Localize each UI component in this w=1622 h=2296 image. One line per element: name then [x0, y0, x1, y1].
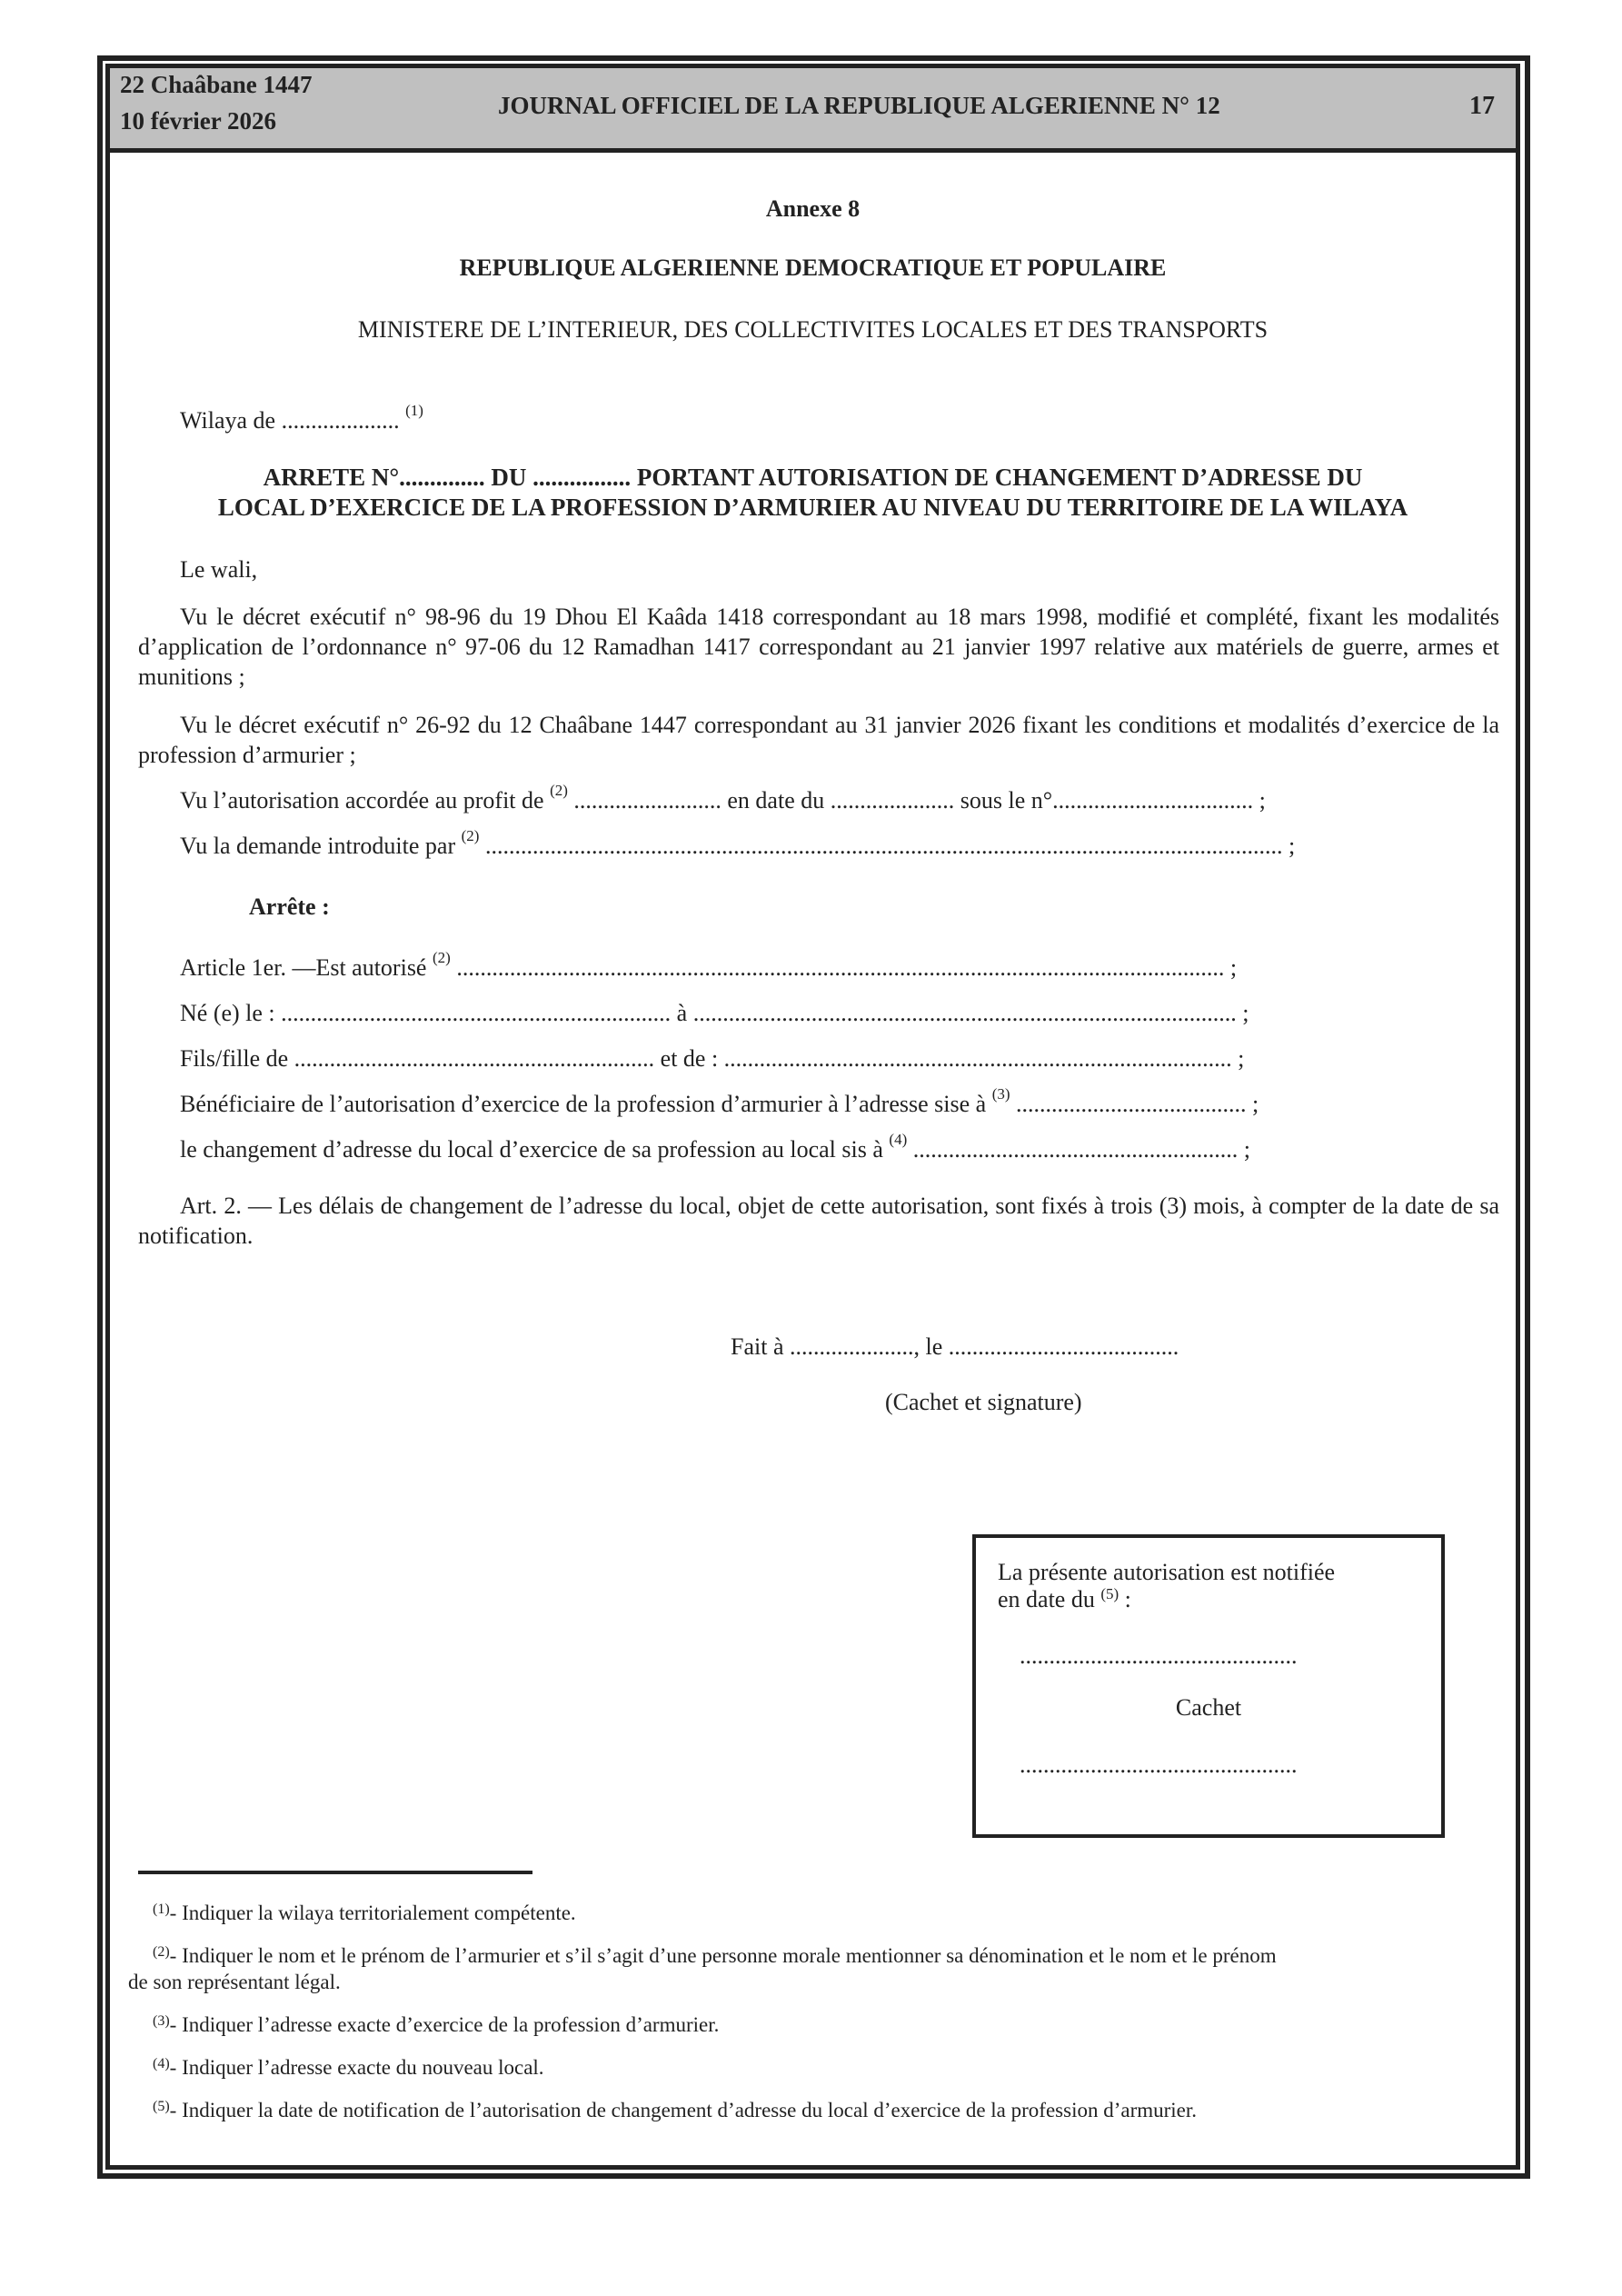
- notification-text-line-1: La présente autorisation est notifiée: [998, 1559, 1336, 1585]
- arrete-title-line-1: ARRETE N°.............. DU ................ PORTANT AUTORISATION DE CHANGEMENT D’ADRESSE DU: [263, 464, 1363, 491]
- footnote-number: (1): [153, 1902, 170, 1917]
- footnote-number: (4): [153, 2056, 170, 2071]
- le-wali: Le wali,: [180, 556, 258, 583]
- vu-demande-line: [180, 827, 1296, 860]
- footnote-separator: [138, 1871, 532, 1874]
- footnote-number: (5): [153, 2099, 170, 2114]
- changement-blanks: ....................................................... ;: [907, 1136, 1250, 1163]
- footnote-1: [153, 1900, 576, 1926]
- header-page-number: 17: [1469, 92, 1495, 120]
- footnote-2-continuation: de son représentant légal.: [128, 1971, 341, 1993]
- vu-decree-26-92: Vu le décret exécutif n° 26-92 du 12 Chaâbane 1447 correspondant au 31 janvier 2026 fixant les conditions et modalités d’exercice de la profession d’armurier ;: [138, 712, 1499, 768]
- vu-autorisation-label: Vu l’autorisation accordée au profit de: [180, 787, 544, 814]
- vu-autorisation-line: [180, 782, 1266, 814]
- vu-decree-98-96: Vu le décret exécutif n° 98-96 du 19 Dhou El Kaâda 1418 correspondant au 18 mars 1998, modifié et complété, fixant les modalités d’application de l’ordonnance n° 97-06 du 12 Ramadhan 1417 correspondant au 21 janvier 1997 relative aux matériels de guerre, armes et munitions ;: [138, 604, 1499, 690]
- beneficiaire-blanks: ....................................... ;: [1010, 1091, 1259, 1117]
- arrete-title-line-2: LOCAL D’EXERCICE DE LA PROFESSION D’ARMURIER AU NIVEAU DU TERRITOIRE DE LA WILAYA: [217, 494, 1408, 521]
- changement-label: le changement d’adresse du local d’exercice de sa profession au local sis à: [180, 1136, 883, 1163]
- header-journal-title: JOURNAL OFFICIEL DE LA REPUBLIQUE ALGERIENNE N° 12: [498, 92, 1220, 119]
- vu-demande-label: Vu la demande introduite par: [180, 833, 456, 859]
- beneficiaire-line: [180, 1085, 1259, 1118]
- republic-heading: REPUBLIQUE ALGERIENNE DEMOCRATIQUE ET POPULAIRE: [459, 255, 1167, 281]
- colon: :: [1119, 1586, 1131, 1612]
- footnote-ref: (3): [991, 1085, 1010, 1103]
- vu-demande-blanks: ....................................................................................................................................... ;: [479, 833, 1296, 859]
- beneficiaire-label: Bénéficiaire de l’autorisation d’exercice de la profession d’armurier à l’adresse sise à: [180, 1091, 987, 1117]
- article-2: Art. 2. — Les délais de changement de l’adresse du local, objet de cette autorisation, sont fixés à trois (3) mois, à compter de la date de sa notification.: [138, 1193, 1499, 1249]
- footnote-ref: (5): [1100, 1585, 1119, 1602]
- vu-autorisation-blanks: ......................... en date du ..................... sous le n°.................................. ;: [567, 787, 1266, 814]
- ne-le-line: Né (e) le : .................................................................. à ............................................................................................ ;: [180, 1000, 1249, 1026]
- ministry-heading: MINISTERE DE L’INTERIEUR, DES COLLECTIVITES LOCALES ET DES TRANSPORTS: [357, 316, 1269, 343]
- footnote-number: (3): [153, 2013, 170, 2029]
- header-gregorian-date: 10 février 2026: [120, 107, 276, 135]
- wilaya-label: Wilaya de ....................: [180, 407, 400, 434]
- footnote-3: [153, 2011, 719, 2038]
- footnote-text: - Indiquer la date de notification de l’autorisation de changement d’adresse du local d’exercice de la profession d’armurier.: [169, 2099, 1198, 2121]
- footnote-text: - Indiquer l’adresse exacte du nouveau local.: [169, 2056, 544, 2079]
- notification-date-blanks: ...............................................: [1020, 1642, 1298, 1669]
- footnote-text: - Indiquer l’adresse exacte d’exercice de la profession d’armurier.: [169, 2013, 720, 2036]
- footnote-number: (2): [153, 1944, 170, 1960]
- footnote-5: [153, 2097, 1197, 2123]
- notification-text-line-2: [998, 1585, 1131, 1612]
- wilaya-line: [180, 402, 423, 434]
- cachet-signature: (Cachet et signature): [885, 1389, 1082, 1415]
- changement-line: [180, 1131, 1250, 1163]
- article-1-line: [180, 949, 1238, 982]
- footnote-2: [153, 1942, 1277, 1969]
- fils-fille-line: Fils/fille de ............................................................. et de : ...................................................................................... ;: [180, 1045, 1245, 1072]
- cachet-label: Cachet: [1175, 1694, 1242, 1721]
- notification-signature-blanks: ...............................................: [1020, 1752, 1298, 1778]
- footnote-ref: (2): [461, 827, 480, 844]
- fait-a-line: Fait à ....................., le .......................................: [731, 1333, 1179, 1360]
- footnote-text: - Indiquer la wilaya territorialement compétente.: [169, 1902, 576, 1924]
- footnote-text: - Indiquer le nom et le prénom de l’armurier et s’il s’agit d’une personne morale mentionner sa dénomination et le nom et le prénom: [169, 1944, 1277, 1967]
- notification-date-label: en date du: [998, 1586, 1095, 1612]
- footnote-4: [153, 2054, 544, 2081]
- article-1-label: Article 1er. —Est autorisé: [180, 954, 427, 981]
- footnote-ref: (1): [405, 402, 423, 419]
- arrete-heading: Arrête :: [249, 893, 330, 920]
- article-1-blanks: .................................................................................................................................. ;: [450, 954, 1238, 981]
- annex-title: Annexe 8: [765, 195, 861, 222]
- header-hijri-date: 22 Chaâbane 1447: [120, 71, 313, 98]
- footnote-ref: (2): [550, 782, 568, 799]
- footnote-ref: (2): [432, 949, 451, 966]
- footnote-ref: (4): [889, 1131, 908, 1148]
